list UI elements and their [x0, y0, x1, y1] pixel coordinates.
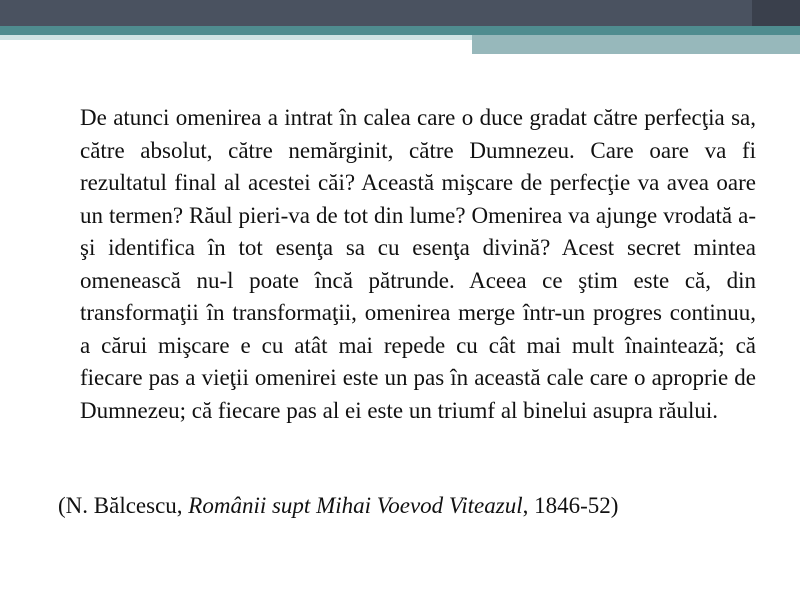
header-band-teal-light — [472, 35, 800, 54]
header-band-light — [0, 35, 472, 40]
header-band-dark-accent — [752, 0, 800, 26]
citation-title: Românii supt Mihai Voevod Viteazul — [188, 493, 523, 518]
citation — [58, 490, 758, 522]
quote-text: De atunci omenirea a intrat în calea care o duce gradat către perfecţia sa, către absolut, către nemărginit, către Dumnezeu. Care oare va fi rezultatul final al acestei căi? Această mişcare de perfecţie va avea oare un termen? Răul pieri-va de tot din lume? Omenirea va ajunge vrodată a-şi identifica în tot esenţa sa cu esenţa divină? Acest secret mintea omenească nu-l poate încă pătrunde. Aceea ce ştim este că, din transformaţii în transformaţii, omenirea merge într-un progres continuu, a cărui mişcare e cu atât mai repede cu cât mai mult înaintează; că fiecare pas a vieţii omenirei este un pas în această cale care o aproprie de Dumnezeu; că fiecare pas al ei este un triumf al binelui asupra răului. — [80, 105, 756, 423]
header-band-dark — [0, 0, 800, 26]
citation-prefix: (N. Bălcescu, — [58, 493, 189, 518]
header-band-teal — [0, 26, 800, 35]
citation-suffix: , 1846-52) — [522, 493, 619, 518]
